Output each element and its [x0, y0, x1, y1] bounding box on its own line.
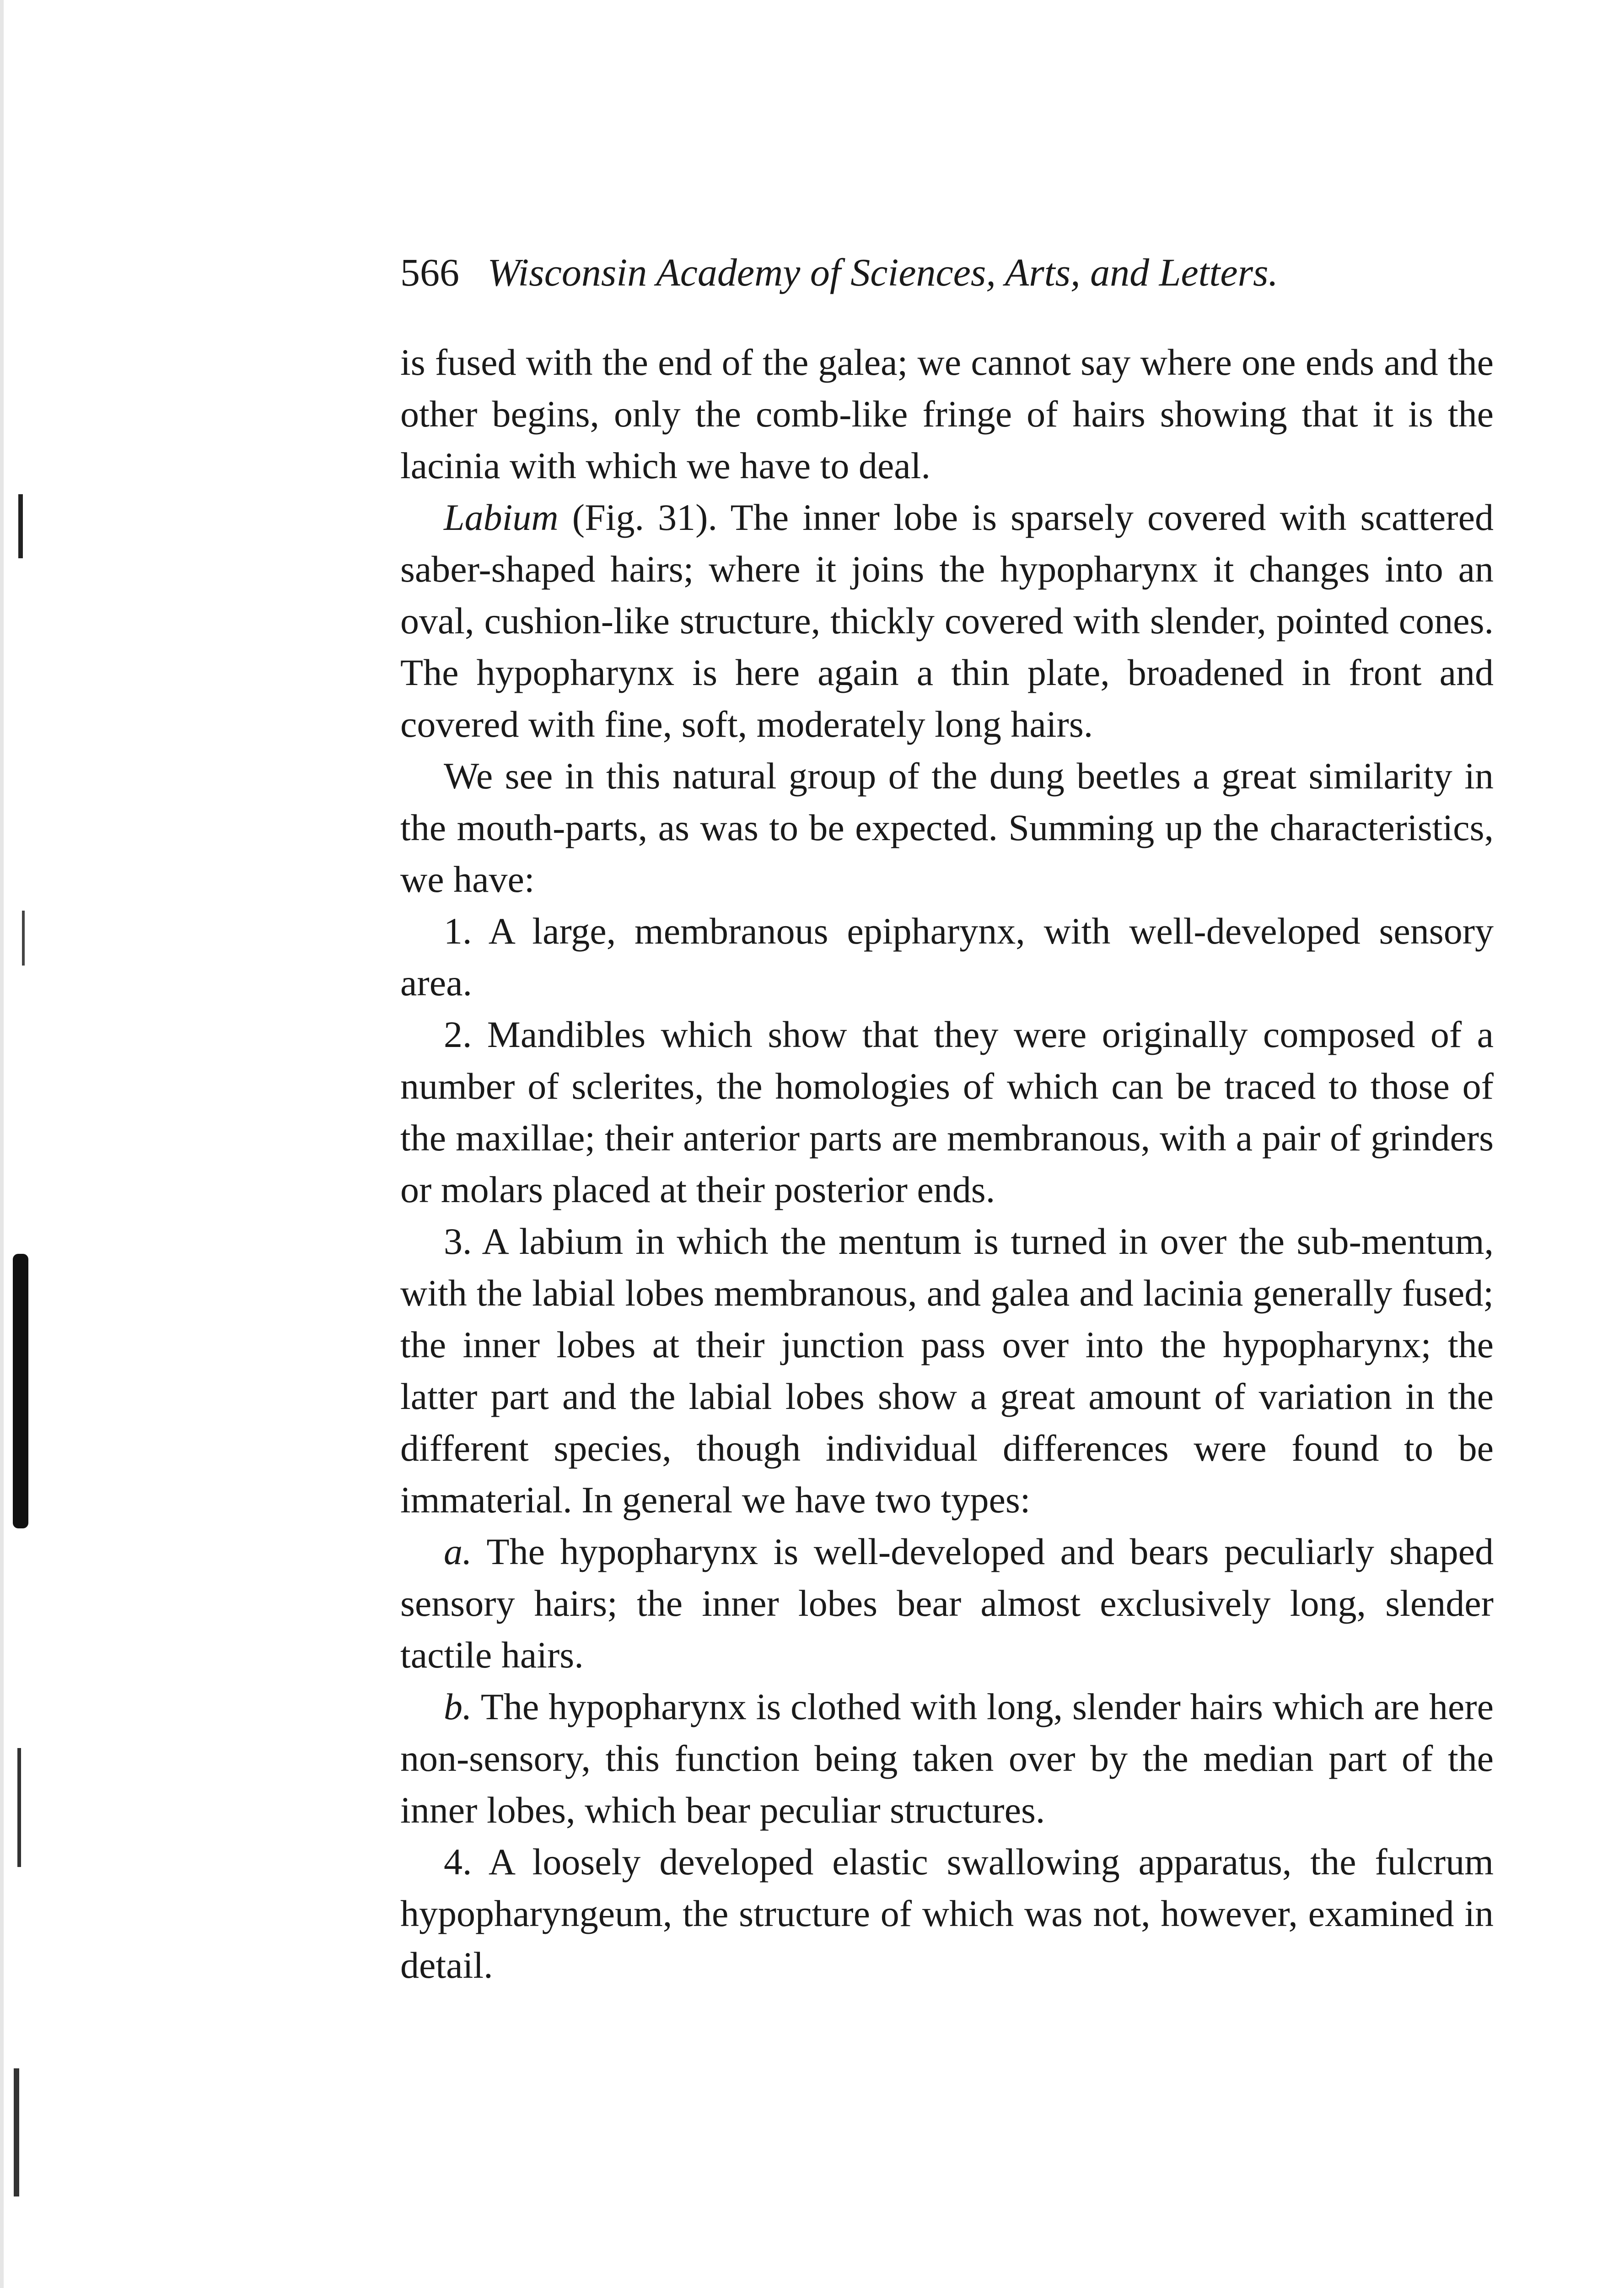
page-header	[400, 247, 1393, 297]
binding-mark	[18, 494, 23, 558]
page-edge-shadow	[0, 0, 4, 2288]
sub-list-item	[400, 1681, 1494, 1836]
paragraph	[400, 336, 1494, 491]
list-item	[400, 905, 1494, 1009]
paragraph-lead: b.	[444, 1686, 472, 1727]
paragraph-text: 4. A loosely developed elastic swallowing apparatus, the fulcrum hypopharyngeum, the structure of which was not, however, examined in detail.	[400, 1841, 1494, 1986]
page-number: 566	[400, 250, 459, 294]
binding-mark	[13, 1254, 28, 1528]
list-item	[400, 1215, 1494, 1526]
paragraph-lead: Labium	[444, 496, 559, 538]
binding-mark	[22, 911, 25, 966]
paragraph-text: 1. A large, membranous epipharynx, with well-developed sensory area.	[400, 910, 1494, 1004]
paragraph-text: (Fig. 31). The inner lobe is sparsely covered with scattered saber-shaped hairs; where it joins the hypopharynx it changes into an oval, cushion-like structure, thickly covered with slender, pointed cones. The hypopharynx is here again a thin plate, broadened in front and covered with fine, soft, moderately long hairs.	[400, 496, 1494, 745]
paragraph	[400, 750, 1494, 905]
paragraph-text: We see in this natural group of the dung beetles a great similarity in the mouth-parts, as was to be expected. Summing up the characteristics, we have:	[400, 755, 1494, 900]
paragraph-text: The hypopharynx is clothed with long, slender hairs which are here non-sensory, this function being taken over by the median part of the inner lobes, which bear peculiar structures.	[400, 1686, 1494, 1831]
paragraph-text: The hypopharynx is well-developed and bears peculiarly shaped sensory hairs; the inner lobes bear almost exclusively long, slender tactile hairs.	[400, 1531, 1494, 1676]
paragraph-text: is fused with the end of the galea; we cannot say where one ends and the other begins, only the comb-like fringe of hairs showing that it is the lacinia with which we have to deal.	[400, 341, 1494, 486]
sub-list-item	[400, 1526, 1494, 1681]
paragraph-labium	[400, 491, 1494, 750]
binding-mark	[17, 1748, 21, 1867]
running-title: Wisconsin Academy of Sciences, Arts, and Letters.	[487, 250, 1279, 294]
binding-mark	[14, 2068, 19, 2196]
paragraph-text: 3. A labium in which the mentum is turned in over the sub-mentum, with the labial lobes membranous, and galea and lacinia generally fused; the inner lobes at their junction pass over into the hypopharynx; the latter part and the labial lobes show a great amount of variation in the different species, though individual differences were found to be immaterial. In general we have two types:	[400, 1220, 1494, 1521]
list-item	[400, 1009, 1494, 1215]
body-text	[400, 336, 1494, 1991]
paragraph-text: 2. Mandibles which show that they were originally composed of a number of sclerites, the homologies of which can be traced to those of the maxillae; their anterior parts are membranous, with a pair of grinders or molars placed at their posterior ends.	[400, 1014, 1494, 1210]
list-item	[400, 1836, 1494, 1991]
paragraph-lead: a.	[444, 1531, 472, 1572]
